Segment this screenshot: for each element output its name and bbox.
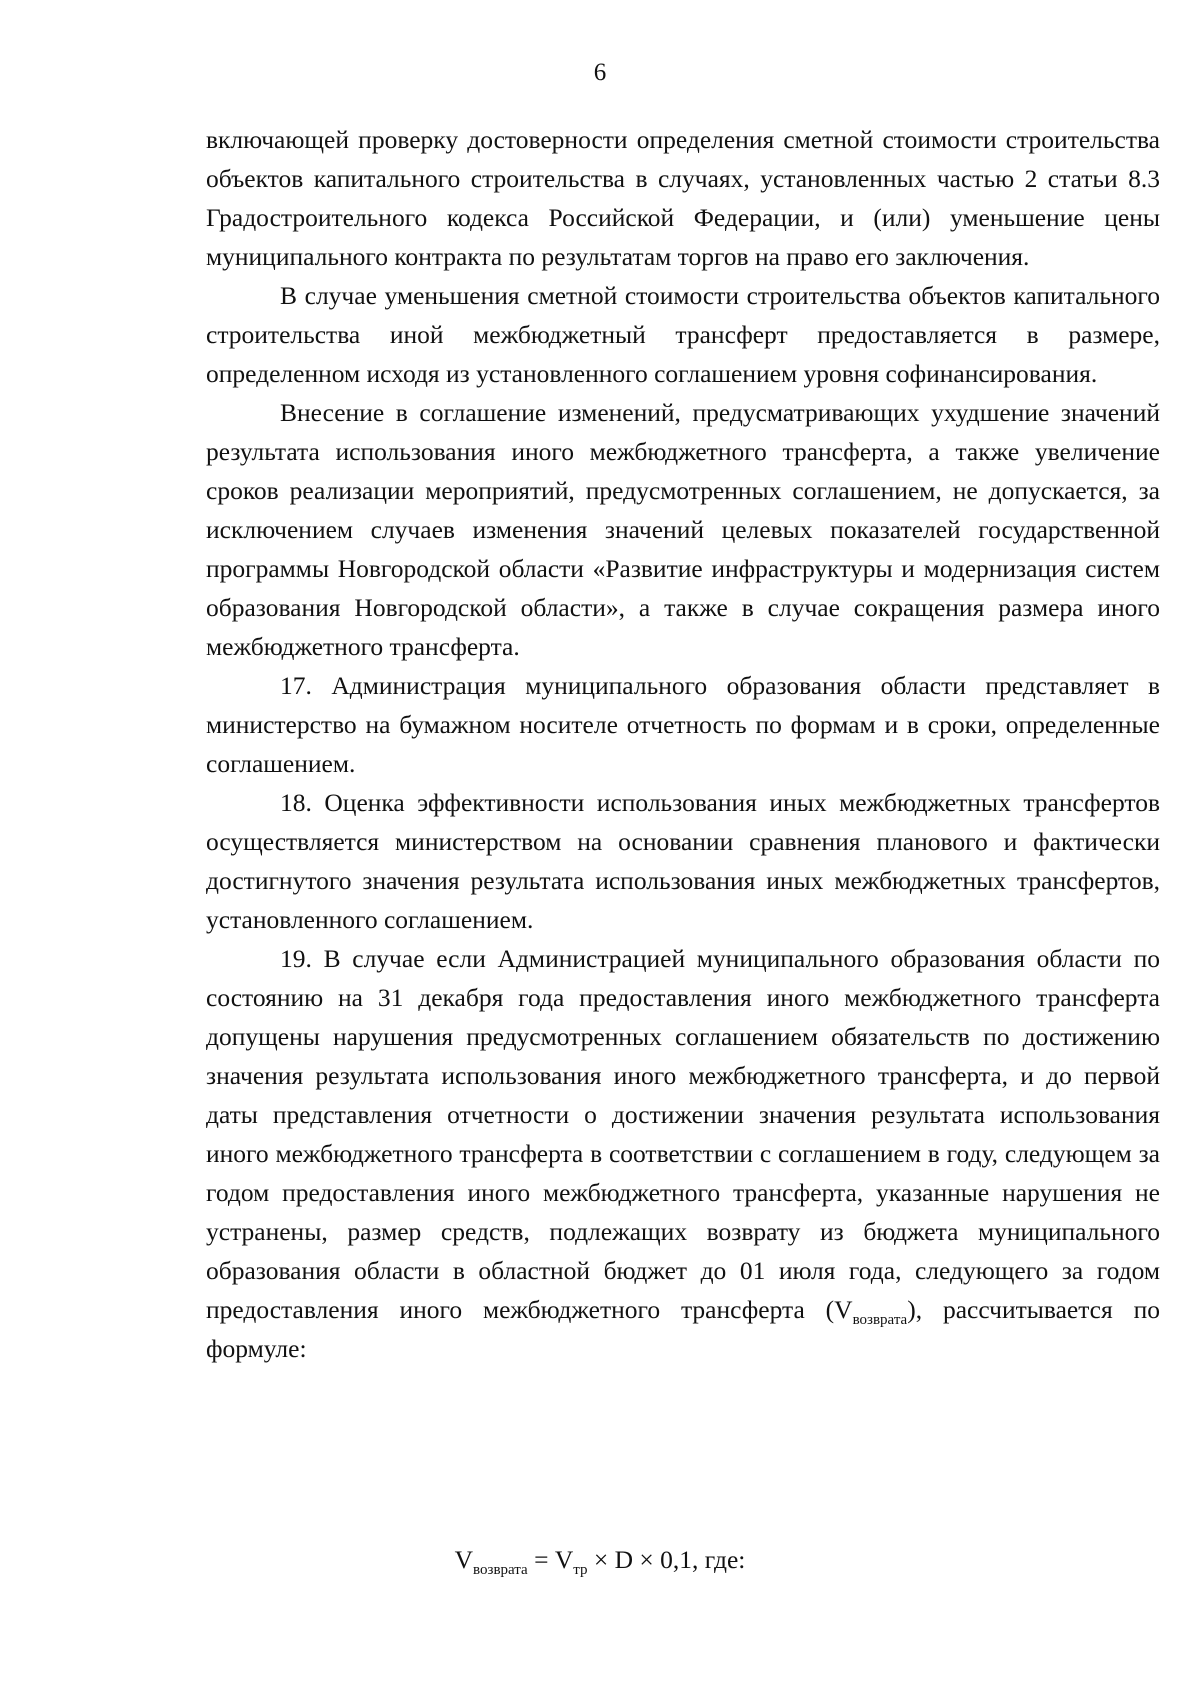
paragraph-item-17: 17. Администрация муниципального образования области представляет в министерство на бумажном носителе отчетность по формам и в сроки, определенные соглашением. [206, 671, 1160, 778]
paragraph-cost-reduction: В случае уменьшения сметной стоимости строительства объектов капитального строительства иной межбюджетный трансферт предоставляется в размере, определенном исходя из установленного соглашением уровня софинансирования. [206, 281, 1160, 388]
formula-v-subscript: возврата [473, 1562, 528, 1578]
formula-vtr-subscript: тр [573, 1562, 588, 1578]
paragraph-agreement-changes: Внесение в соглашение изменений, предусматривающих ухудшение значений результата использования иного межбюджетного трансферта, а также увеличение сроков реализации мероприятий, предусмотренных соглашением, не допускается, за исключением случаев изменения значений целевых показателей государственной программы Новгородской области «Развитие инфраструктуры и модернизация систем образования Новгородской области», а также в случае сокращения размера иного межбюджетного трансферта. [206, 398, 1160, 661]
formula-v: V [454, 1545, 474, 1574]
paragraph-item-19 [206, 939, 1160, 1368]
document-body [206, 120, 1160, 1368]
paragraph-continuation: включающей проверку достоверности определения сметной стоимости строительства объектов капитального строительства в случаях, установленных частью 2 статьи 8.3 Градостроительного кодекса Российской Федерации, и (или) уменьшение цены муниципального контракта по результатам торгов на право его заключения. [206, 125, 1160, 271]
item-19-text: 19. В случае если Администрацией муниципального образования области по состоянию на 31 декабря года предоставления иного межбюджетного трансферта допущены нарушения предусмотренных соглашением обязательств по достижению значения результата использования иного межбюджетного трансферта, и до первой даты представления отчетности о достижении значения результата использования иного межбюджетного трансферта в соответствии с соглашением в году, следующем за годом предоставления иного межбюджетного трансферта, указанные нарушения не устранены, размер средств, подлежащих возврату из бюджета муниципального образования области в областной бюджет до 01 июля года, следующего за годом предоставления иного межбюджетного трансферта (V [206, 944, 1160, 1324]
paragraph-item-18: 18. Оценка эффективности использования иных межбюджетных трансфертов осуществляется министерством на основании сравнения планового и фактически достигнутого значения результата использования иных межбюджетных трансфертов, установленного соглашением. [206, 788, 1160, 934]
formula-equals: = V [527, 1545, 574, 1574]
item-19-subscript: возврата [852, 1312, 908, 1328]
formula-rest: × D × 0,1, где: [587, 1545, 746, 1574]
return-formula [0, 1540, 1200, 1579]
item-19-text-end: ), рассчитывается по формуле: [206, 1295, 1160, 1363]
page-number: 6 [593, 59, 607, 86]
